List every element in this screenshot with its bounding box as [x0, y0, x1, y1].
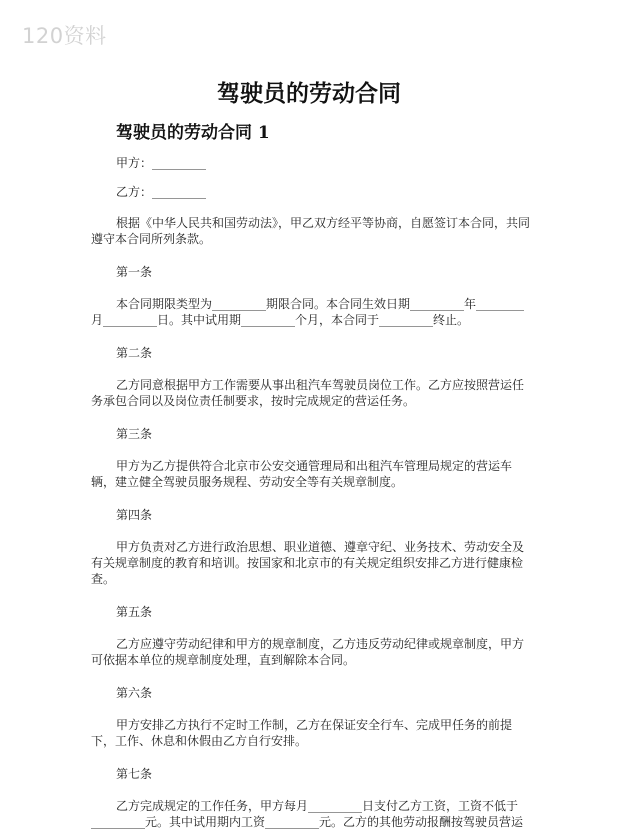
- party-b-field: 乙方：_________: [116, 185, 207, 199]
- article-heading: 第五条: [116, 605, 153, 619]
- article-text: 乙方应遵守劳动纪律和甲方的规章制度，乙方违反劳动纪律或规章制度，甲方可依据本单位的规章制度处理，直到解除本合同。: [91, 637, 525, 667]
- article-text: 甲方为乙方提供符合北京市公安交通管理局和出租汽车管理局规定的营运车辆，建立健全驾驶员服务规程、劳动安全等有关规章制度。: [91, 459, 513, 489]
- party-a-field: 甲方：_________: [116, 156, 207, 170]
- article-heading: 第一条: [116, 265, 153, 279]
- article-heading: 第三条: [116, 427, 153, 441]
- article-text: 甲方安排乙方执行不定时工作制，乙方在保证安全行车、完成甲任务的前提下，工作、休息和休假由乙方自行安排。: [91, 718, 513, 748]
- article-text: 乙方同意根据甲方工作需要从事出租汽车驾驶员岗位工作。乙方应按照营运任务承包合同以及岗位责任制要求，按时完成规定的营运任务。: [91, 378, 525, 408]
- article-text: 本合同期限类型为_________期限合同。本合同生效日期_________年________月_________日。其中试用期_________个月，本合同于_________终止。: [91, 297, 525, 327]
- contract-body: [91, 155, 533, 830]
- article-heading: 第七条: [116, 767, 153, 781]
- article-heading: 第四条: [116, 508, 153, 522]
- document-title: 驾驶员的劳动合同: [217, 80, 401, 107]
- intro-paragraph: 根据《中华人民共和国劳动法》，甲乙双方经平等协商，自愿签订本合同，共同遵守本合同所列条款。: [91, 216, 531, 246]
- article-text: 乙方完成规定的工作任务，甲方每月_________日支付乙方工资，工资不低于_________元。其中试用期内工资_________元。乙方的其他劳动报酬按驾驶员营运: [91, 799, 524, 829]
- contract-subtitle: 驾驶员的劳动合同 1: [116, 123, 270, 143]
- article-text: 甲方负责对乙方进行政治思想、职业道德、遵章守纪、业务技术、劳动安全及有关规章制度的教育和培训。按国家和北京市的有关规定组织安排乙方进行健康检查。: [91, 540, 525, 586]
- watermark: 120资料: [22, 24, 107, 48]
- article-heading: 第六条: [116, 686, 153, 700]
- article-heading: 第二条: [116, 346, 153, 360]
